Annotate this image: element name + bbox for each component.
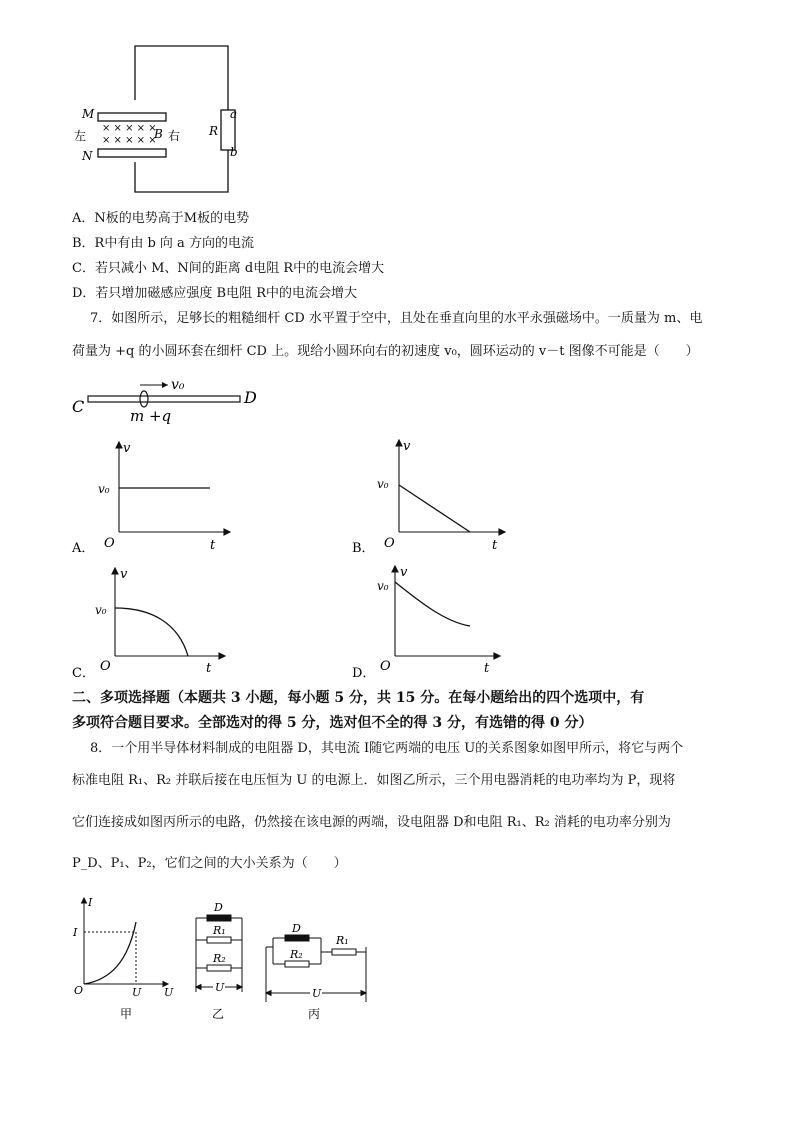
rod-end-c-label: C xyxy=(72,397,85,416)
graph-b-v-axis: v xyxy=(403,439,411,454)
fig-yi-r2-label: R₂ xyxy=(213,952,226,965)
graph-c-v-axis: v xyxy=(120,567,128,582)
fig-yi-caption: 乙 xyxy=(212,1007,225,1021)
section-2-heading-line2: 多项符合题目要求。全部选对的得 5 分，选对但不全的得 3 分，有选错的得 0 分） xyxy=(72,715,593,731)
graph-a-origin: O xyxy=(104,536,115,551)
graph-b-origin: O xyxy=(384,536,395,551)
rod-v0-label: v₀ xyxy=(171,377,185,393)
b-field-label: B xyxy=(154,127,163,141)
right-label: 右 xyxy=(168,129,181,143)
graph-d-label: D． xyxy=(352,666,376,681)
q6-option-d: D．若只增加磁感应强度 B电阻 R中的电流会增大 xyxy=(72,286,358,301)
fig-jia-origin: O xyxy=(74,984,84,997)
rod-end-d-label: D xyxy=(244,388,257,407)
plates-circuit-figure xyxy=(70,40,270,200)
terminal-a-label: a xyxy=(230,107,238,121)
fig-yi-u-label: U xyxy=(215,981,225,994)
rod-figure xyxy=(70,372,270,427)
q6-option-a: A．N板的电势高于M板的电势 xyxy=(72,211,250,226)
graph-b xyxy=(350,432,520,557)
graph-c-origin: O xyxy=(100,659,111,674)
graph-d-v0: v₀ xyxy=(377,579,389,593)
left-label: 左 xyxy=(74,129,87,143)
q6-option-c: C．若只减小 M、N间的距离 d电阻 R中的电流会增大 xyxy=(72,261,385,276)
crosses-row-1: × × × × × xyxy=(102,123,157,134)
graph-a-t-axis: t xyxy=(210,538,216,553)
fig-bing-r1-label: R₁ xyxy=(336,934,349,947)
resistor-r-label: R xyxy=(209,124,219,138)
fig-bing-caption: 丙 xyxy=(308,1007,321,1021)
fig-yi-d-label: D xyxy=(214,901,223,914)
graph-a-label: A． xyxy=(72,541,95,556)
fig-bing-d-label: D xyxy=(292,922,301,935)
section-2-heading-line1: 二、多项选择题（本题共 3 小题，每小题 5 分，共 15 分。在每小题给出的四个选项中，有 xyxy=(72,690,645,706)
graph-d-t-axis: t xyxy=(484,661,490,676)
q8-stem-line3: 它们连接成如图丙所示的电路，仍然接在该电源的两端，设电阻器 D和电阻 R₁、R₂ 消耗的电功率分别为 xyxy=(72,815,671,830)
graph-b-label: B． xyxy=(352,541,375,556)
fig-jia-u-tick: U xyxy=(132,986,142,999)
fig-yi-r1-label: R₁ xyxy=(213,924,226,937)
graph-a xyxy=(70,432,240,557)
fig-jia-caption: 甲 xyxy=(120,1007,133,1021)
q8-stem-line2: 标准电阻 R₁、R₂ 并联后接在电压恒为 U 的电源上．如图乙所示，三个用电器消耗的电功率均为 P，现将 xyxy=(72,773,676,788)
graph-d-origin: O xyxy=(380,659,391,674)
graph-d-v-axis: v xyxy=(400,565,408,580)
fig-jia-u-axis: U xyxy=(164,986,174,999)
plate-n-label: N xyxy=(82,149,93,163)
q8-figures xyxy=(70,892,380,1027)
graph-c xyxy=(70,562,240,682)
q8-stem-line4: P_D、P₁、P₂，它们之间的大小关系为（ ） xyxy=(72,856,347,871)
terminal-b-label: b xyxy=(230,145,238,159)
q7-stem-line2: 荷量为 +q 的小圆环套在细杆 CD 上。现给小圆环向右的初速度 v₀，圆环运动的 v－t 图像不可能是（ ） xyxy=(72,344,699,359)
graph-d xyxy=(350,562,520,682)
q7-stem-line1: 7．如图所示，足够长的粗糙细杆 CD 水平置于空中，且处在垂直向里的水平永强磁场中。一质量为 m、电 xyxy=(90,311,703,326)
graph-c-t-axis: t xyxy=(206,661,212,676)
fig-jia-i-axis: I xyxy=(88,896,93,909)
q8-stem-line1: 8．一个用半导体材料制成的电阻器 D，其电流 I随它两端的电压 U的关系图象如图甲所示，将它与两个 xyxy=(90,741,684,756)
q6-option-b: B．R中有由 b 向 a 方向的电流 xyxy=(72,236,254,251)
graph-b-t-axis: t xyxy=(492,538,498,553)
graph-b-v0: v₀ xyxy=(377,477,389,491)
rod-charge-label: m +q xyxy=(130,407,172,425)
graph-c-label: C． xyxy=(72,666,95,681)
plate-m-label: M xyxy=(82,107,95,121)
graph-c-v0: v₀ xyxy=(95,603,107,617)
graph-a-v0: v₀ xyxy=(98,482,110,496)
fig-jia-i-tick: I xyxy=(73,926,78,939)
graph-a-v-axis: v xyxy=(123,441,131,456)
fig-bing-u-label: U xyxy=(312,987,322,1000)
crosses-row-2: × × × × × xyxy=(102,135,157,146)
fig-bing-r2-label: R₂ xyxy=(290,948,303,961)
